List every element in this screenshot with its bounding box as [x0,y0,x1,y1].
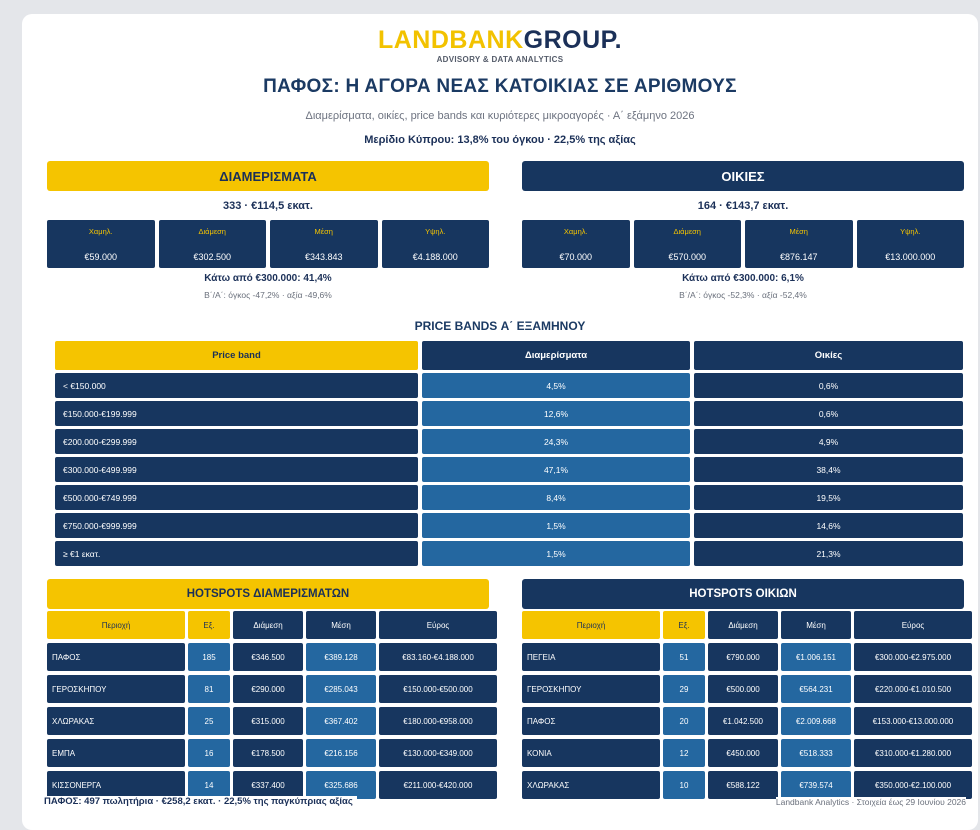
report-header [22,14,978,146]
houses-share-cell: 19,5% [694,485,963,510]
table-row [522,707,972,735]
apartments-share-cell: 1,5% [422,513,690,538]
table-row [55,429,963,454]
houses-below-300k: Κάτω από €300.000: 6,1% [682,273,804,284]
houses-stat-mean [745,220,853,268]
houses-banner: ΟΙΚΙΕΣ [522,161,964,191]
houses-stat-median [634,220,742,268]
table-row [55,401,963,426]
area-cell: ΠΑΦΟΣ [47,643,185,671]
hotspots-apartments-table [47,611,497,803]
stat-value: €59.000 [84,252,118,262]
table-row [55,513,963,538]
header-area: Περιοχή [47,611,185,639]
table-row [55,541,963,566]
median-cell: €315.000 [233,707,303,735]
price-bands-header-row [55,341,963,370]
header-mean: Μέση [306,611,376,639]
table-row [47,643,497,671]
hotspots-houses-header-row [522,611,972,639]
range-cell: €180.000-€958.000 [379,707,497,735]
mean-cell: €325.686 [306,771,376,799]
range-cell: €150.000-€500.000 [379,675,497,703]
houses-summary: 164 · €143,7 εκατ. [697,200,789,212]
stat-label: Μέση [314,227,333,236]
price-band-cell: €300.000-€499.999 [55,457,418,482]
apartments-below-300k: Κάτω από €300.000: 41,4% [204,273,332,284]
median-cell: €337.400 [233,771,303,799]
houses-share-cell: 0,6% [694,401,963,426]
area-cell: ΓΕΡΟΣΚΗΠΟΥ [47,675,185,703]
price-band-cell: < €150.000 [55,373,418,398]
mean-cell: €739.574 [781,771,851,799]
area-cell: ΧΛΩΡΑΚΑΣ [522,771,660,799]
count-cell: 51 [663,643,705,671]
apartments-stat-median [159,220,267,268]
median-cell: €500.000 [708,675,778,703]
count-cell: 16 [188,739,230,767]
stat-value: €876.147 [779,252,818,262]
count-cell: 10 [663,771,705,799]
mean-cell: €2.009.668 [781,707,851,735]
median-cell: €588.122 [708,771,778,799]
area-cell: ΚΟΝΙΑ [522,739,660,767]
stat-value: €13.000.000 [885,252,936,262]
area-cell: ΚΙΣΣΟΝΕΡΓΑ [47,771,185,799]
footer-summary: ΠΑΦΟΣ: 497 πωλητήρια · €258,2 εκατ. · 22,5% της παγκύπριας αξίας [44,796,357,807]
apartments-stat-high [382,220,490,268]
table-row [522,675,972,703]
table-row [55,485,963,510]
apartments-summary: 333 · €114,5 εκατ. [223,200,313,212]
houses-share-cell: 0,6% [694,373,963,398]
stat-value: €570.000 [668,252,707,262]
stat-label: Χαμηλ. [88,227,113,236]
range-cell: €310.000-€1.280.000 [854,739,972,767]
hotspots-houses-table [522,611,972,803]
houses-share-cell: 21,3% [694,541,963,566]
apartments-stat-mean [270,220,378,268]
range-cell: €130.000-€349.000 [379,739,497,767]
page-title: ΠΑΦΟΣ: Η ΑΓΟΡΑ ΝΕΑΣ ΚΑΤΟΙΚΙΑΣ ΣΕ ΑΡΙΘΜΟΥΣ [263,76,737,97]
area-cell: ΠΑΦΟΣ [522,707,660,735]
cyprus-share: Μερίδιο Κύπρου: 13,8% του όγκου · 22,5% της αξίας [364,134,636,146]
stat-label: Διάμεση [198,227,226,236]
price-band-cell: ≥ €1 εκατ. [55,541,418,566]
logo-tagline: ADVISORY & DATA ANALYTICS [436,55,564,64]
count-cell: 29 [663,675,705,703]
range-cell: €211.000-€420.000 [379,771,497,799]
stat-value: €4.188.000 [412,252,458,262]
table-row [47,739,497,767]
mean-cell: €216.156 [306,739,376,767]
houses-change: Β΄/Α΄: όγκος -52,3% · αξία -52,4% [679,290,807,300]
apartments-change: Β΄/Α΄: όγκος -47,2% · αξία -49,6% [204,290,332,300]
count-cell: 25 [188,707,230,735]
apartments-share-cell: 8,4% [422,485,690,510]
stat-label: Χαμηλ. [563,227,588,236]
mean-cell: €518.333 [781,739,851,767]
range-cell: €153.000-€13.000.000 [854,707,972,735]
houses-stat-high [857,220,965,268]
median-cell: €790.000 [708,643,778,671]
count-cell: 185 [188,643,230,671]
apartments-stat-low [47,220,155,268]
apartments-share-cell: 24,3% [422,429,690,454]
stat-label: Μέση [789,227,808,236]
logo-part-group: GROUP. [523,26,623,54]
report-page [22,14,978,830]
header-count: Εξ. [663,611,705,639]
table-row [47,771,497,799]
header-count: Εξ. [188,611,230,639]
table-row [47,675,497,703]
apartments-share-cell: 47,1% [422,457,690,482]
area-cell: ΓΕΡΟΣΚΗΠΟΥ [522,675,660,703]
hotspots-apartments-banner: HOTSPOTS ΔΙΑΜΕΡΙΣΜΑΤΩΝ [47,579,489,609]
range-cell: €220.000-€1.010.500 [854,675,972,703]
header-range: Εύρος [854,611,972,639]
price-bands-header-band: Price band [55,341,418,370]
stat-label: Διάμεση [673,227,701,236]
median-cell: €178.500 [233,739,303,767]
header-area: Περιοχή [522,611,660,639]
header-median: Διάμεση [233,611,303,639]
table-row [522,739,972,767]
price-bands-table [55,341,963,569]
price-band-cell: €750.000-€999.999 [55,513,418,538]
mean-cell: €285.043 [306,675,376,703]
price-band-cell: €500.000-€749.999 [55,485,418,510]
table-row [47,707,497,735]
stat-label: Υψηλ. [900,227,921,236]
hotspots-houses-banner: HOTSPOTS ΟΙΚΙΩΝ [522,579,964,609]
median-cell: €290.000 [233,675,303,703]
houses-stats [522,220,964,268]
mean-cell: €564.231 [781,675,851,703]
houses-stat-low [522,220,630,268]
price-band-cell: €200.000-€299.999 [55,429,418,454]
stat-value: €302.500 [193,252,232,262]
logo-part-landbank: LANDBANK [377,26,524,54]
count-cell: 81 [188,675,230,703]
header-median: Διάμεση [708,611,778,639]
count-cell: 20 [663,707,705,735]
price-bands-title: PRICE BANDS Α΄ ΕΞΑΜΗΝΟΥ [414,319,586,333]
houses-share-cell: 4,9% [694,429,963,454]
area-cell: ΠΕΓΕΙΑ [522,643,660,671]
houses-share-cell: 38,4% [694,457,963,482]
table-row [55,457,963,482]
count-cell: 12 [663,739,705,767]
range-cell: €300.000-€2.975.000 [854,643,972,671]
stat-label: Υψηλ. [425,227,446,236]
header-mean: Μέση [781,611,851,639]
houses-share-cell: 14,6% [694,513,963,538]
apartments-share-cell: 4,5% [422,373,690,398]
price-band-cell: €150.000-€199.999 [55,401,418,426]
landbank-logo [22,26,978,54]
stat-value: €343.843 [304,252,343,262]
mean-cell: €367.402 [306,707,376,735]
apartments-share-cell: 12,6% [422,401,690,426]
median-cell: €1.042.500 [708,707,778,735]
hotspots-apartments-header-row [47,611,497,639]
apartments-share-cell: 1,5% [422,541,690,566]
mean-cell: €1.006.151 [781,643,851,671]
footer-source: Landbank Analytics · Στοιχεία έως 29 Ιουνίου 2026 [775,797,966,807]
range-cell: €350.000-€2.100.000 [854,771,972,799]
stat-value: €70.000 [559,252,593,262]
header-range: Εύρος [379,611,497,639]
apartments-banner: ΔΙΑΜΕΡΙΣΜΑΤΑ [47,161,489,191]
range-cell: €83.160-€4.188.000 [379,643,497,671]
table-row [55,373,963,398]
page-subtitle: Διαμερίσματα, οικίες, price bands και κυριότερες μικροαγορές · Α΄ εξάμηνο 2026 [305,110,695,122]
price-bands-header-apartments: Διαμερίσματα [422,341,690,370]
median-cell: €450.000 [708,739,778,767]
mean-cell: €389.128 [306,643,376,671]
area-cell: ΧΛΩΡΑΚΑΣ [47,707,185,735]
count-cell: 14 [188,771,230,799]
apartments-stats [47,220,489,268]
area-cell: ΕΜΠΑ [47,739,185,767]
price-bands-header-houses: Οικίες [694,341,963,370]
table-row [522,771,972,799]
table-row [522,643,972,671]
median-cell: €346.500 [233,643,303,671]
